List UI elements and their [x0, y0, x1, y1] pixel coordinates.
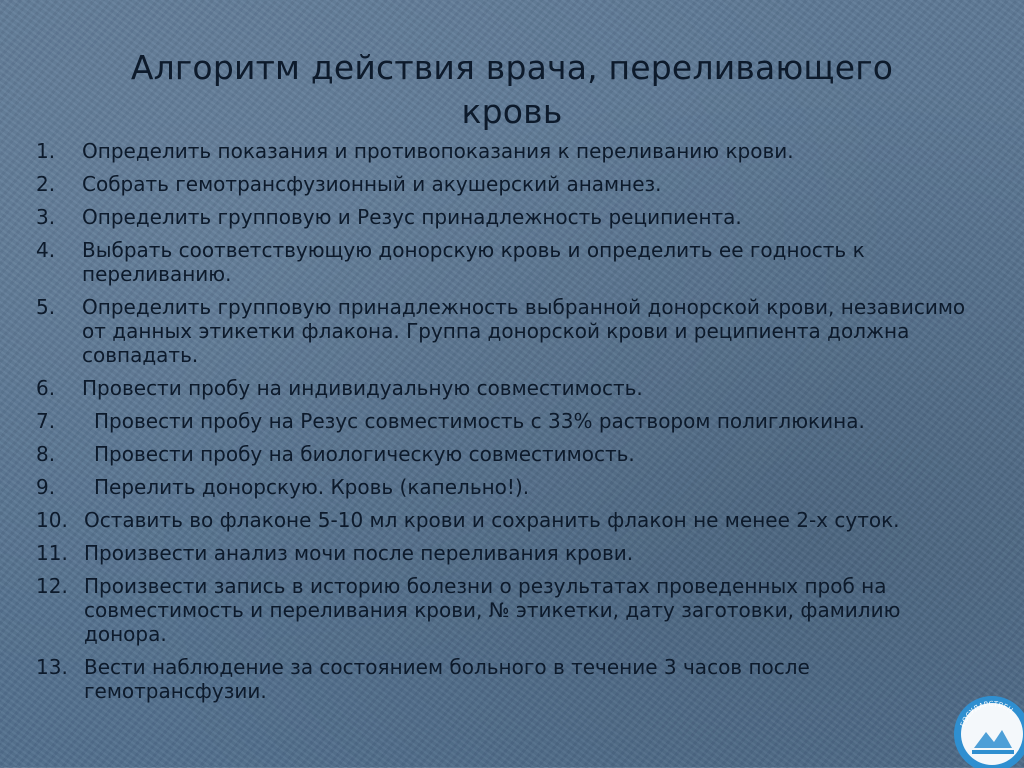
list-item: [36, 541, 986, 565]
item-text: Вести наблюдение за состоянием больного в течение 3 часов после гемотрансфузии.: [84, 655, 810, 703]
item-number: 8.: [36, 442, 56, 466]
item-text: Перелить донорскую. Кровь (капельно!).: [94, 475, 530, 499]
item-text: Провести пробу на биологическую совместимость.: [94, 442, 635, 466]
item-number: 12.: [36, 574, 68, 598]
university-logo: [944, 688, 1024, 768]
list-item: [36, 376, 986, 400]
item-number: 9.: [36, 475, 56, 499]
item-text: Выбрать соответствующую донорскую кровь и определить ее годность к переливанию.: [82, 238, 865, 286]
seal-base: [972, 750, 1014, 754]
item-text: Определить показания и противопоказания к переливанию крови.: [82, 139, 794, 163]
list-item: [36, 475, 986, 499]
list-item: [36, 295, 986, 367]
item-text: Собрать гемотрансфузионный и акушерский анамнез.: [82, 172, 662, 196]
list-item: [36, 508, 986, 532]
list-item: [36, 655, 986, 703]
list-item: [36, 205, 986, 229]
list-item: [36, 139, 986, 163]
item-text: Оставить во флаконе 5-10 мл крови и сохранить флакон не менее 2-х суток.: [84, 508, 900, 532]
item-number: 1.: [36, 139, 56, 163]
item-number: 6.: [36, 376, 56, 400]
list-item: [36, 574, 986, 646]
list-item: [36, 409, 986, 433]
seal-lettering: ГОСУДАРСТВЕН: [959, 699, 1015, 728]
item-number: 10.: [36, 508, 68, 532]
item-number: 7.: [36, 409, 56, 433]
item-text: Произвести запись в историю болезни о результатах проведенных проб на совместимость и переливания крови, № этикетки, дату заготовки, фамилию донора.: [84, 574, 901, 646]
item-text: Определить групповую и Резус принадлежность реципиента.: [82, 205, 742, 229]
item-number: 13.: [36, 655, 68, 679]
item-number: 4.: [36, 238, 56, 262]
slide-title: [60, 46, 964, 134]
title-line-2: кровь: [461, 92, 563, 131]
list-item: [36, 172, 986, 196]
list-item: [36, 442, 986, 466]
item-number: 5.: [36, 295, 56, 319]
item-number: 11.: [36, 541, 68, 565]
item-text: Провести пробу на индивидуальную совместимость.: [82, 376, 643, 400]
item-number: 2.: [36, 172, 56, 196]
item-text: Произвести анализ мочи после переливания крови.: [84, 541, 634, 565]
item-text: Определить групповую принадлежность выбранной донорской крови, независимо от данных этикетки флакона. Группа донорской крови и реципиента должна совпадать.: [82, 295, 966, 367]
title-line-1: Алгоритм действия врача, переливающего: [130, 48, 894, 87]
item-text: Провести пробу на Резус совместимость с 33% раствором полиглюкина.: [94, 409, 865, 433]
item-number: 3.: [36, 205, 56, 229]
seal-icon: [944, 688, 1024, 768]
algorithm-list: [36, 139, 986, 712]
list-item: [36, 238, 986, 286]
